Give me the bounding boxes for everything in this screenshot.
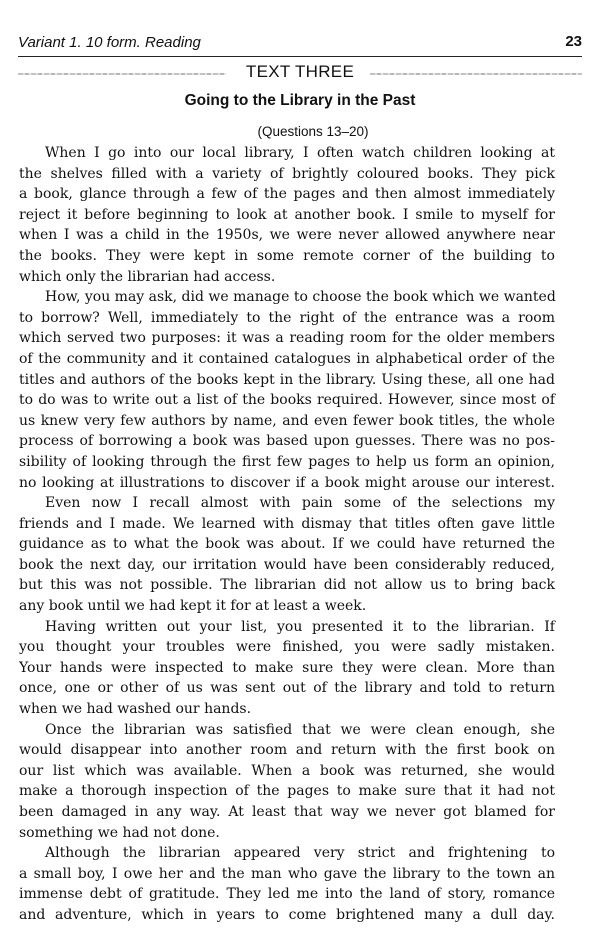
text-line: a small boy, I owe her and the man who gave the library to the town an bbox=[19, 865, 555, 882]
text-line: once, one or other of us was sent out of the library and told to return bbox=[19, 680, 555, 697]
text-line: when I was a child in the 1950s, we were never allowed anywhere near bbox=[19, 227, 555, 244]
text-line: our list which was available. When a book was returned, she would bbox=[19, 762, 555, 779]
page-header bbox=[18, 30, 582, 57]
text-line: friends and I made. We learned with dismay that titles often gave little bbox=[19, 515, 555, 532]
section-heading-row bbox=[18, 62, 582, 86]
text-line: you thought your troubles were finished, you were sadly mistaken. bbox=[19, 639, 555, 656]
text-title: Going to the Library in the Past bbox=[184, 92, 416, 109]
text-line: something we had not done. bbox=[19, 824, 220, 841]
decorative-rule-right bbox=[370, 73, 582, 75]
text-line: immense debt of gratitude. They led me into the land of story, romance bbox=[19, 886, 555, 903]
text-line: when we had washed our hands. bbox=[19, 701, 252, 718]
text-line: Even now I recall almost with pain some of the selections my bbox=[45, 495, 555, 512]
text-line: Once the librarian was satisfied that we were clean enough, she bbox=[45, 721, 555, 738]
section-label: TEXT THREE bbox=[245, 62, 355, 81]
text-line: Having written out your list, you presented it to the librarian. If bbox=[45, 618, 555, 635]
text-line: process of borrowing a book was based upon guesses. There was no pos- bbox=[19, 433, 555, 450]
questions-range: (Questions 13–20) bbox=[257, 124, 369, 139]
text-line: reject it before beginning to look at another book. I smile to myself for bbox=[19, 206, 555, 223]
text-line: would disappear into another room and return with the first book on bbox=[19, 742, 555, 759]
text-line: to do was to write out a list of the books required. However, since most of bbox=[19, 392, 555, 409]
text-line: no looking at illustrations to discover if a book might arouse our interest. bbox=[19, 474, 555, 491]
text-line: to borrow? Well, immediately to the right of the entrance was a room bbox=[19, 309, 555, 326]
text-line: of the community and it contained catalogues in alphabetical order of the bbox=[19, 350, 555, 367]
text-line: any book until we had kept it for at least a week. bbox=[19, 598, 367, 615]
text-line: a book, glance through a few of the pages and then almost immediately bbox=[19, 186, 555, 203]
text-line: guidance as to what the book was about. If we could have returned the bbox=[19, 536, 555, 553]
text-line: titles and authors of the books kept in the library. Using these, all one had bbox=[19, 371, 555, 388]
text-line: the shelves filled with a variety of brightly coloured books. They pick bbox=[19, 165, 555, 182]
text-line: and adventure, which in years to come brightened many a dull day. bbox=[19, 906, 555, 923]
text-line: us knew very few authors by name, and even fewer book titles, the whole bbox=[19, 412, 555, 429]
text-line: the books. They were kept in some remote corner of the building to bbox=[19, 247, 555, 264]
text-line: make a thorough inspection of the pages to make sure that it had not bbox=[19, 783, 555, 800]
text-line: which only the librarian had access. bbox=[19, 268, 276, 285]
text-line: When I go into our local library, I often watch children looking at bbox=[45, 145, 555, 161]
page-number: 23 bbox=[565, 33, 582, 50]
text-line: but this was not possible. The librarian did not allow us to bring back bbox=[19, 577, 555, 594]
text-line: been damaged in any way. At least that way we never got blamed for bbox=[19, 804, 555, 820]
text-line: How, you may ask, did we manage to choose the book which we wanted bbox=[45, 289, 556, 306]
reading-text bbox=[19, 143, 555, 926]
running-title: Variant 1. 10 form. Reading bbox=[18, 34, 201, 51]
text-line: which served two purposes: it was a reading room for the older members bbox=[19, 330, 555, 347]
text-line: sibility of looking through the first few pages to help us form an opinion, bbox=[19, 453, 555, 470]
text-line: book the next day, our irritation would have been considerably reduced, bbox=[19, 556, 555, 573]
text-line: Although the librarian appeared very strict and frightening to bbox=[45, 845, 555, 862]
text-line: Your hands were inspected to make sure they were clean. More than bbox=[19, 659, 555, 676]
